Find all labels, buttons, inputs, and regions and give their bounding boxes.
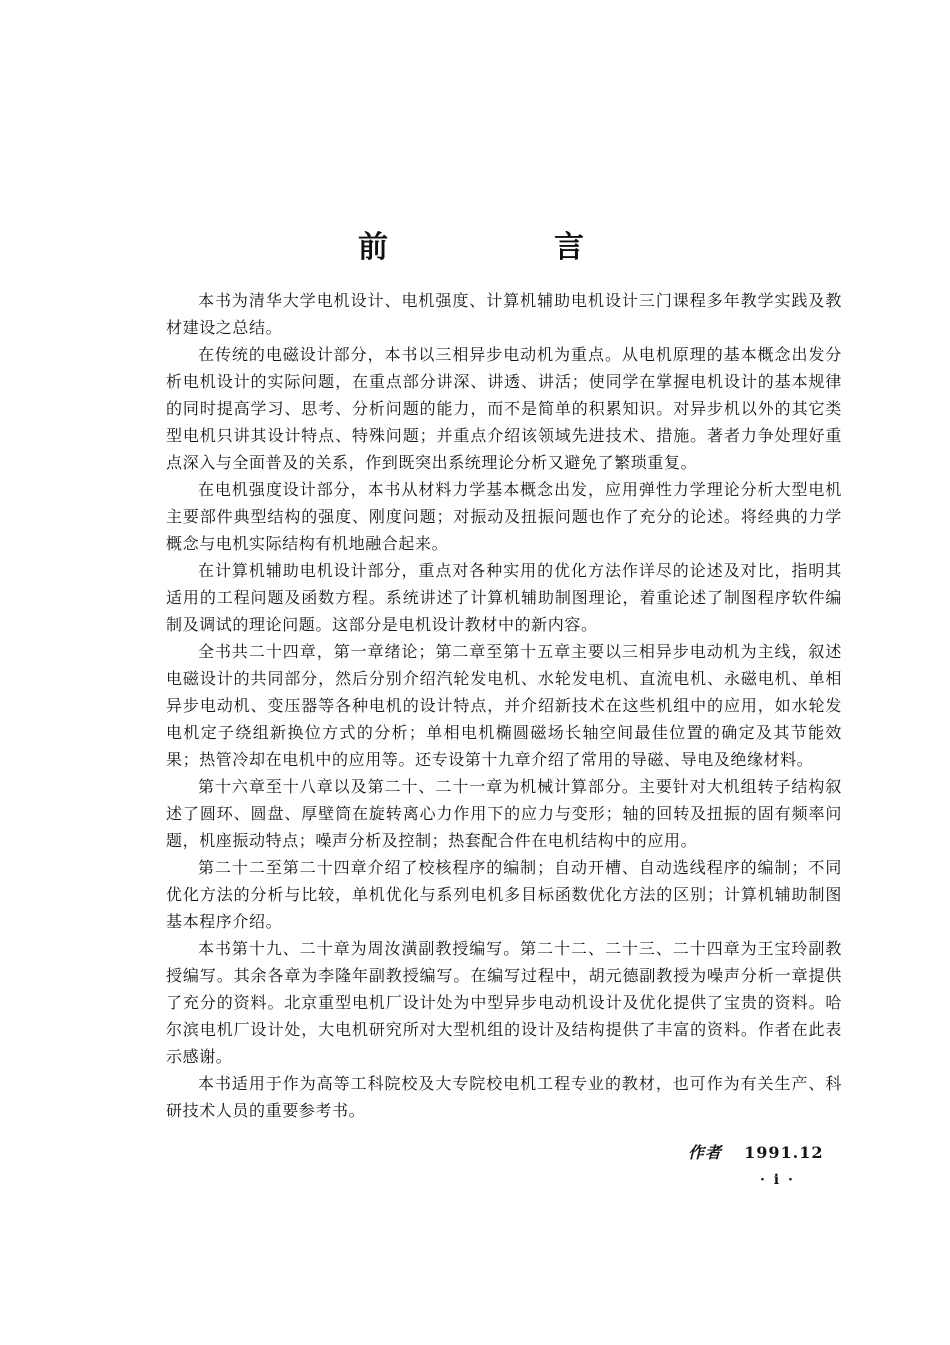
paragraph-3: 在电机强度设计部分，本书从材料力学基本概念出发，应用弹性力学理论分析大型电机主要部件典型结构的强度、刚度问题；对振动及扭振问题也作了充分的论述。将经典的力学概念与电机实际结构有机地融合起来。 bbox=[166, 480, 842, 553]
signature-author: 作者 bbox=[688, 1143, 723, 1162]
paragraph-7: 第二十二至第二十四章介绍了校核程序的编制；自动开槽、自动选线程序的编制；不同优化方法的分析与比较，单机优化与系列电机多目标函数优化方法的区别；计算机辅助制图基本程序介绍。 bbox=[166, 858, 842, 931]
paragraph-9: 本书适用于作为高等工科院校及大专院校电机工程专业的教材，也可作为有关生产、科研技术人员的重要参考书。 bbox=[166, 1074, 842, 1120]
page-title: 前 言 bbox=[358, 230, 652, 265]
paragraph-8: 本书第十九、二十章为周汝潢副教授编写。第二十二、二十三、二十四章为王宝玲副教授编写。其余各章为李隆年副教授编写。在编写过程中，胡元德副教授为噪声分析一章提供了充分的资料。北京重型电机厂设计处为中型异步电动机设计及优化提供了宝贵的资料。哈尔滨电机厂设计处，大电机研究所对大型机组的设计及结构提供了丰富的资料。作者在此表示感谢。 bbox=[166, 939, 842, 1066]
paragraph-6: 第十六章至十八章以及第二十、二十一章为机械计算部分。主要针对大机组转子结构叙述了圆环、圆盘、厚壁筒在旋转离心力作用下的应力与变形；轴的回转及扭振的固有频率问题，机座振动特点；噪声分析及控制；热套配合件在电机结构中的应用。 bbox=[166, 777, 842, 850]
paragraph-2: 在传统的电磁设计部分，本书以三相异步电动机为重点。从电机原理的基本概念出发分析电机设计的实际问题，在重点部分讲深、讲透、讲活；使同学在掌握电机设计的基本规律的同时提高学习、思考、分析问题的能力，而不是简单的积累知识。对异步机以外的其它类型电机只讲其设计特点、特殊问题；并重点介绍该领域先进技术、措施。著者力争处理好重点深入与全面普及的关系，作到既突出系统理论分析又避免了繁琐重复。 bbox=[166, 345, 842, 472]
paragraph-1: 本书为清华大学电机设计、电机强度、计算机辅助电机设计三门课程多年教学实践及教材建设之总结。 bbox=[166, 291, 842, 337]
paragraph-4: 在计算机辅助电机设计部分，重点对各种实用的优化方法作详尽的论述及对比，指明其适用的工程问题及函数方程。系统讲述了计算机辅助制图理论，着重论述了制图程序软件编制及调试的理论问题。这部分是电机设计教材中的新内容。 bbox=[166, 561, 842, 634]
page-number: · i · bbox=[760, 1172, 795, 1188]
signature-line bbox=[688, 1140, 823, 1163]
paragraph-5: 全书共二十四章，第一章绪论；第二章至第十五章主要以三相异步电动机为主线，叙述电磁设计的共同部分，然后分别介绍汽轮发电机、水轮发电机、直流电机、永磁电机、单相异步电动机、变压器等各种电机的设计特点，并介绍新技术在这些机组中的应用，如水轮发电机定子绕组新换位方式的分析；单相电机椭圆磁场长轴空间最佳位置的确定及其节能效果；热管冷却在电机中的应用等。还专设第十九章介绍了常用的导磁、导电及绝缘材料。 bbox=[166, 642, 842, 769]
preface-body bbox=[166, 287, 842, 1124]
signature-date: 1991.12 bbox=[744, 1143, 824, 1162]
